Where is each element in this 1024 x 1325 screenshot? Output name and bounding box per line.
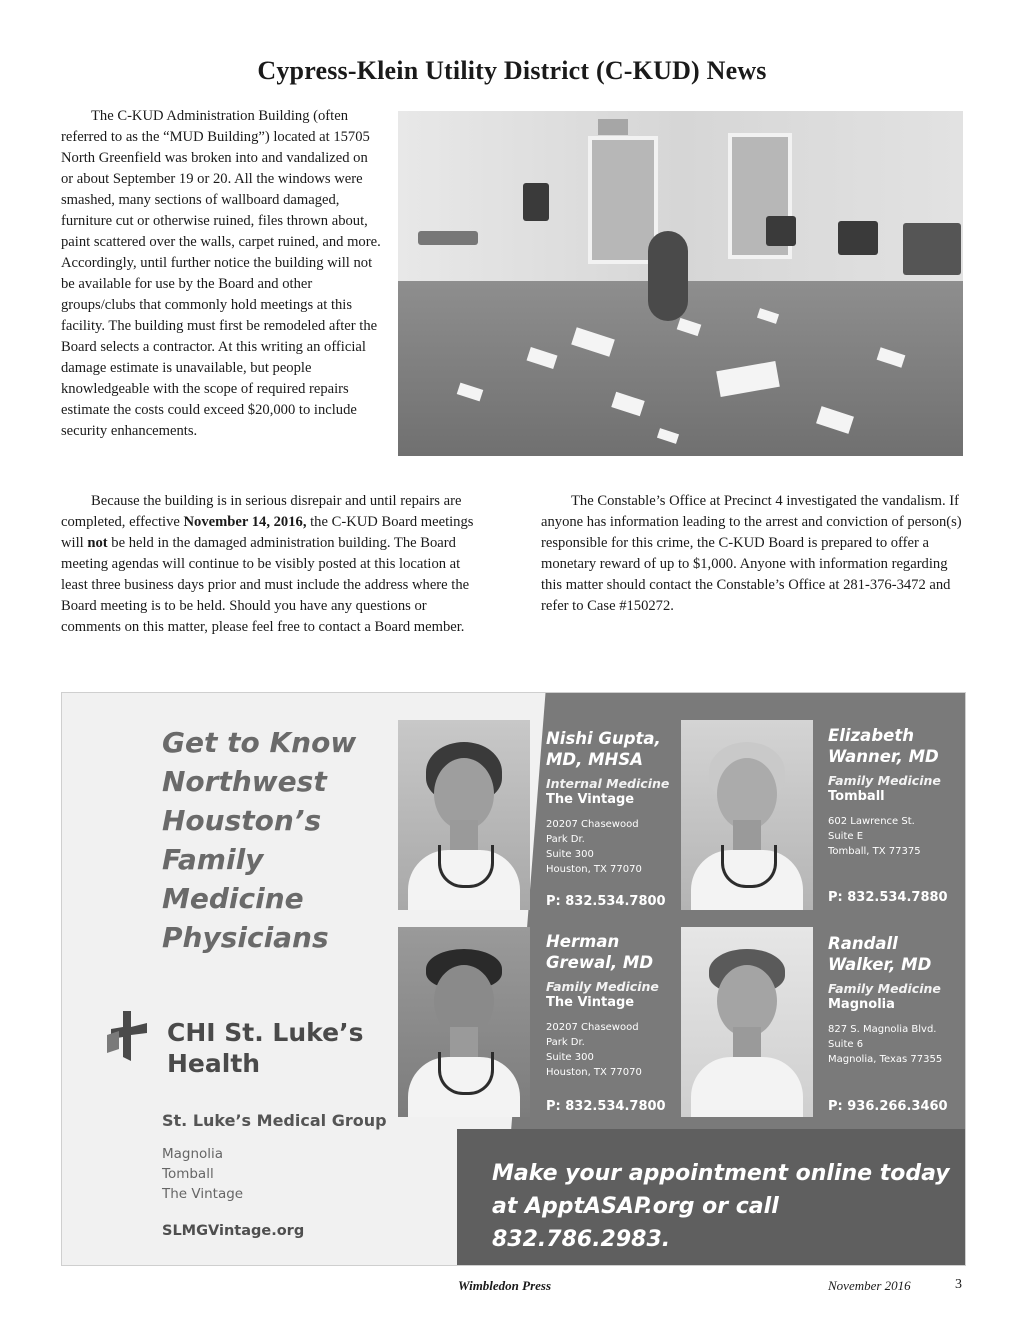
article-paragraph-2: Because the building is in serious disrepair and until repairs are completed, effective November 14, 2016, the C-KUD Board meetings will not be held in the damaged administration building. The Board meeting agendas will continue to be visibly posted at this location at least three business days prior and must include the address where the Board meeting is to be held. Should you have any questions or comments on this matter, please feel free to contact a Board member. xyxy=(61,493,474,635)
not-emphasis: not xyxy=(87,535,108,551)
article-column-1 xyxy=(61,106,381,442)
doctor-photo-gupta xyxy=(398,720,530,910)
vandalized-office-photo xyxy=(398,111,963,456)
footer-publication: Wimbledon Press xyxy=(458,1278,552,1293)
doctor-phone-wanner: P: 832.534.7880 xyxy=(828,890,948,905)
ad-headline: Get to Know Northwest Houston’s Family Medicine Physicians xyxy=(162,726,357,954)
doctor-card-grewal: Herman Grewal, MD Family Medicine The Vintage 20207 Chasewood Park Dr. Suite 300 Houston, TX 77070 xyxy=(546,932,659,1078)
doctor-card-wanner: Elizabeth Wanner, MD Family Medicine Tomball 602 Lawrence St. Suite E Tomball, TX 77375 xyxy=(828,726,941,857)
doctor-phone-walker: P: 936.266.3460 xyxy=(828,1099,948,1114)
group-website[interactable]: SLMGVintage.org xyxy=(162,1223,305,1239)
doctor-card-walker: Randall Walker, MD Family Medicine Magnolia 827 S. Magnolia Blvd. Suite 6 Magnolia, Texas 77355 xyxy=(828,934,943,1065)
doctor-phone-grewal: P: 832.534.7800 xyxy=(546,1099,666,1114)
doctor-phone-gupta: P: 832.534.7800 xyxy=(546,894,666,909)
appointment-call-to-action: Make your appointment online today at ApptASAP.org or call 832.786.2983. xyxy=(457,1129,965,1265)
physicians-advertisement: Get to Know Northwest Houston’s Family Medicine Physicians CHI St. Luke’s Health St. Luke’s Medical Group Magnolia Tomball The Vintage SLMGVintage.org Nishi Gupta, MD, MHSA Internal Medicine The Vintage 20207 Chasewood Park Dr. Suite 300 Houston, TX 77070 P: 832.534.7800 Elizabeth Wanner, MD Family Medicine Tomball 602 Lawrence St. Suite E Tomball, TX 77375 P: 832.534.7880 Herman Grewal, MD Family Medicine The Vintage 20207 Chasewood Park Dr. Suite 300 Houston, TX 77070 P: 832.534.7800 Randall Walker, MD Family Medicine Magnolia 827 S. Magnolia Blvd. Suite 6 Magnolia, Texas 77355 P: 936.266.3460 Make your appointment online today at ApptASAP.org or call 832.786.2983. xyxy=(61,692,966,1266)
footer-date: November 2016 xyxy=(828,1278,911,1293)
page-title: Cypress-Klein Utility District (C-KUD) News xyxy=(257,56,767,85)
medical-group-name: St. Luke’s Medical Group xyxy=(162,1111,387,1130)
article-paragraph-3: The Constable’s Office at Precinct 4 investigated the vandalism. If anyone has information leading to the arrest and conviction of person(s) responsible for this crime, the C-KUD Board is prepared to offer a monetary reward of up to $1,000. Anyone with information regarding this matter should contact the Constable’s Office at 281-376-3472 and refer to Case #150272. xyxy=(541,493,962,614)
page-number: 3 xyxy=(955,1277,962,1292)
article-paragraph-1: The C-KUD Administration Building (often referred to as the “MUD Building”) located at 15705 North Greenfield was broken into and vandalized on or about September 19 or 20. All the windows were smashed, many sections of wallboard damaged, furniture cut or otherwise ruined, files thrown about, paint scattered over the walls, carpet ruined, and more. Accordingly, until further notice the building will not be available for use by the Board and other groups/clubs that commonly hold meetings at this facility. The building must first be remodeled after the Board selects a contractor. At this writing an official damage estimate is unavailable, but people knowledgeable with the scope of required repairs estimate the costs could exceed $20,000 to include security enhancements. xyxy=(61,108,381,439)
meeting-date: November 14, 2016, xyxy=(183,514,307,530)
doctor-photo-walker xyxy=(681,927,813,1117)
article-column-3 xyxy=(541,491,966,617)
cross-logo-icon xyxy=(107,1009,153,1063)
group-locations: Magnolia Tomball The Vintage xyxy=(162,1146,244,1202)
doctor-photo-grewal xyxy=(398,927,530,1117)
article-column-2 xyxy=(61,491,486,638)
doctor-photo-wanner xyxy=(681,720,813,910)
doctor-card-gupta: Nishi Gupta, MD, MHSA Internal Medicine The Vintage 20207 Chasewood Park Dr. Suite 300 Houston, TX 77070 xyxy=(546,729,670,875)
